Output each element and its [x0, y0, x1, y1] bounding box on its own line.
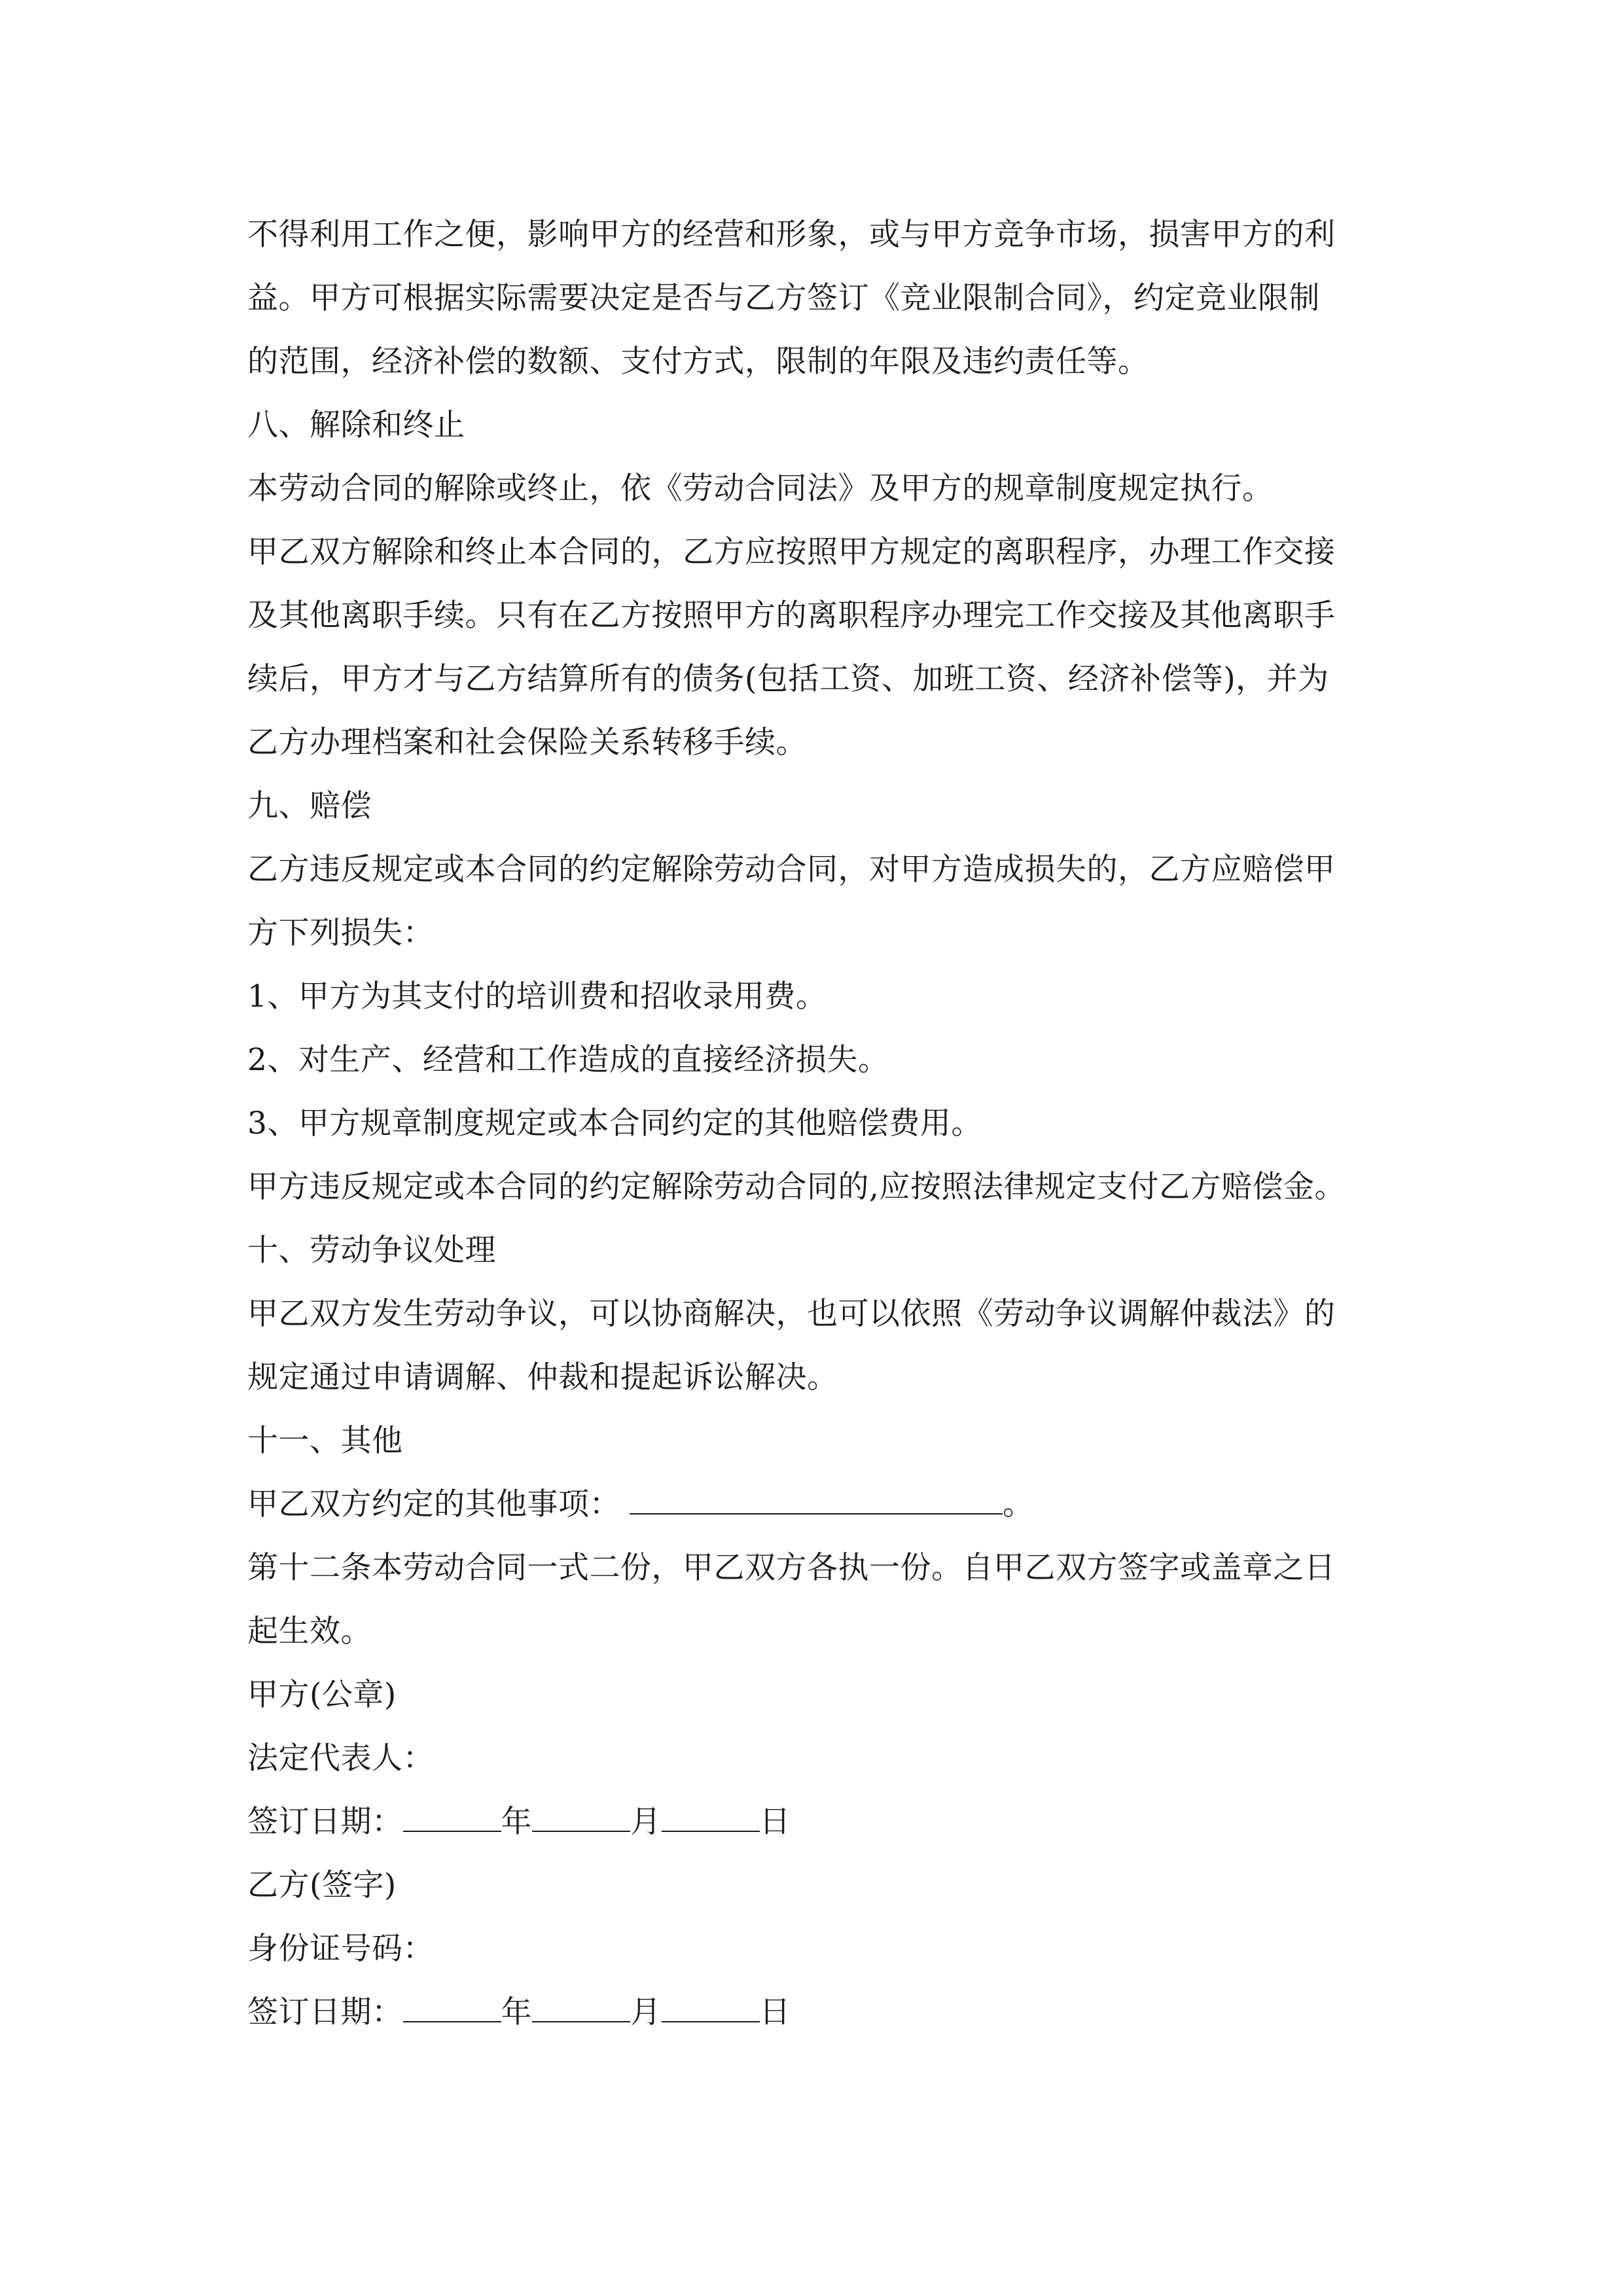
list-item: 2、对生产、经营和工作造成的直接经济损失。 — [247, 1042, 889, 1078]
other-matters-end: 。 — [1003, 1486, 1034, 1522]
other-matters-blank[interactable] — [630, 1483, 1003, 1515]
party-a-label: 甲方(公章) — [247, 1677, 397, 1713]
list-item: 3、甲方规章制度规定或本合同约定的其他赔偿费用。 — [247, 1105, 982, 1141]
day-label: 日 — [759, 1804, 791, 1840]
paragraph-line: 起生效。 — [247, 1613, 372, 1649]
list-item: 1、甲方为其支付的培训费和招收录用费。 — [247, 978, 827, 1014]
year-label: 年 — [501, 1994, 532, 2030]
paragraph-line: 续后，甲方才与乙方结算所有的债务(包括工资、加班工资、经济补偿等)，并为 — [247, 661, 1329, 697]
paragraph-line: 益。甲方可根据实际需要决定是否与乙方签订《竞业限制合同》，约定竞业限制 — [247, 280, 1320, 316]
section-heading-compensation: 九、赔偿 — [247, 788, 372, 824]
legal-representative-label: 法定代表人： — [247, 1740, 434, 1776]
signing-date-label: 签订日期： — [247, 1804, 403, 1840]
paragraph-line: 本劳动合同的解除或终止，依《劳动合同法》及甲方的规章制度规定执行。 — [247, 471, 1274, 507]
signing-date-b — [247, 1981, 1399, 2044]
section-heading-other: 十一、其他 — [247, 1423, 403, 1459]
year-blank[interactable] — [403, 1801, 501, 1832]
signing-date-a — [247, 1790, 1399, 1854]
month-label: 月 — [630, 1994, 662, 2030]
paragraph-line: 第十二条本劳动合同一式二份，甲乙双方各执一份。自甲乙双方签字或盖章之日 — [247, 1550, 1336, 1586]
section-heading-termination: 八、解除和终止 — [247, 407, 465, 443]
paragraph-line: 方下列损失： — [247, 915, 434, 951]
paragraph-line: 及其他离职手续。只有在乙方按照甲方的离职程序办理完工作交接及其他离职手 — [247, 598, 1336, 634]
paragraph-line: 甲方违反规定或本合同的约定解除劳动合同的,应按照法律规定支付乙方赔偿金。 — [247, 1169, 1346, 1205]
month-label: 月 — [630, 1804, 662, 1840]
day-blank[interactable] — [662, 1801, 760, 1832]
month-blank[interactable] — [532, 1801, 630, 1832]
party-b-label: 乙方(签字) — [247, 1867, 397, 1903]
paragraph-line: 乙方办理档案和社会保险关系转移手续。 — [247, 725, 807, 761]
paragraph-line: 的范围，经济补偿的数额、支付方式，限制的年限及违约责任等。 — [247, 344, 1149, 380]
day-label: 日 — [759, 1994, 791, 2030]
year-blank[interactable] — [403, 1991, 501, 2022]
year-label: 年 — [501, 1804, 532, 1840]
document-body — [247, 203, 1399, 2044]
paragraph-line: 乙方违反规定或本合同的约定解除劳动合同，对甲方造成损失的，乙方应赔偿甲 — [247, 852, 1336, 888]
signing-date-label: 签订日期： — [247, 1994, 403, 2030]
paragraph-line: 甲乙双方解除和终止本合同的，乙方应按照甲方规定的离职程序，办理工作交接 — [247, 534, 1336, 570]
section-heading-dispute: 十、劳动争议处理 — [247, 1232, 496, 1268]
other-matters-line — [247, 1473, 1399, 1536]
day-blank[interactable] — [662, 1991, 760, 2022]
id-number-label: 身份证号码： — [247, 1931, 434, 1967]
month-blank[interactable] — [532, 1991, 630, 2022]
paragraph-line: 不得利用工作之便，影响甲方的经营和形象，或与甲方竞争市场，损害甲方的利 — [247, 217, 1336, 253]
paragraph-line: 规定通过申请调解、仲裁和提起诉讼解决。 — [247, 1359, 838, 1395]
paragraph-line: 甲乙双方发生劳动争议，可以协商解决，也可以依照《劳动争议调解仲裁法》的 — [247, 1296, 1336, 1332]
other-matters-label: 甲乙双方约定的其他事项： — [247, 1486, 620, 1522]
